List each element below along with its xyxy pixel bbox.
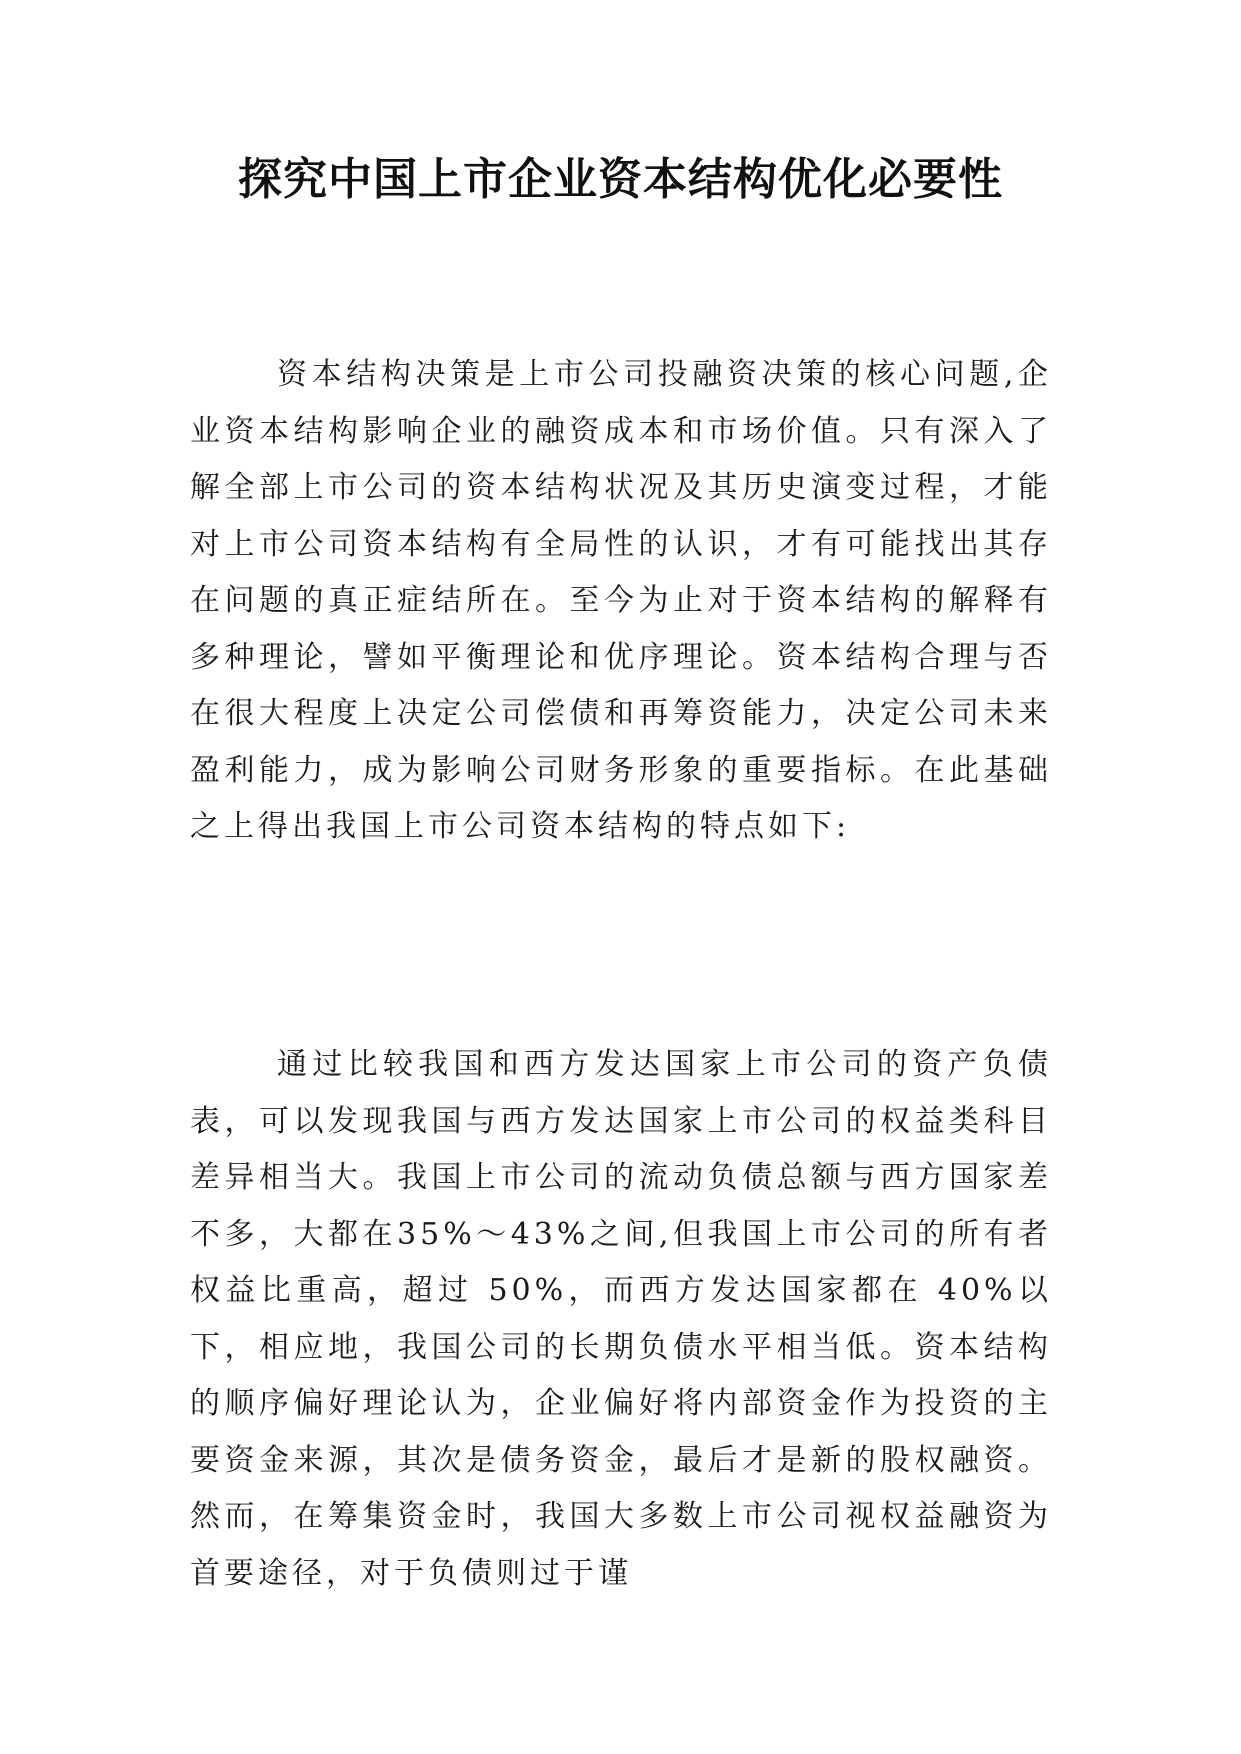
- paragraph-balance-sheet-comparison: 通过比较我国和西方发达国家上市公司的资产负债表，可以发现我国与西方发达国家上市公司的权益类科目差异相当大。我国上市公司的流动负债总额与西方国家差不多，大都在35%～43%之间,但我国上市公司的所有者权益比重高，超过 50%，而西方发达国家都在 40%以下，相应地，我国公司的长期负债水平相当低。资本结构的顺序偏好理论认为，企业偏好将内部资金作为投资的主要资金来源，其次是债务资金，最后才是新的股权融资。然而，在筹集资金时，我国大多数上市公司视权益融资为首要途径，对于负债则过于谨: [190, 1047, 1052, 1591]
- document-title: 探究中国上市企业资本结构优化必要性: [238, 154, 1003, 205]
- paragraph-capital-structure-decision: 资本结构决策是上市公司投融资决策的核心问题,企业资本结构影响企业的融资成本和市场价值。只有深入了解全部上市公司的资本结构状况及其历史演变过程，才能对上市公司资本结构有全局性的认识，才有可能找出其存在问题的真正症结所在。至今为止对于资本结构的解释有多种理论，譬如平衡理论和优序理论。资本结构合理与否在很大程度上决定公司偿债和再筹资能力，决定公司未来盈利能力，成为影响公司财务形象的重要指标。在此基础之上得出我国上市公司资本结构的特点如下:: [190, 357, 1052, 844]
